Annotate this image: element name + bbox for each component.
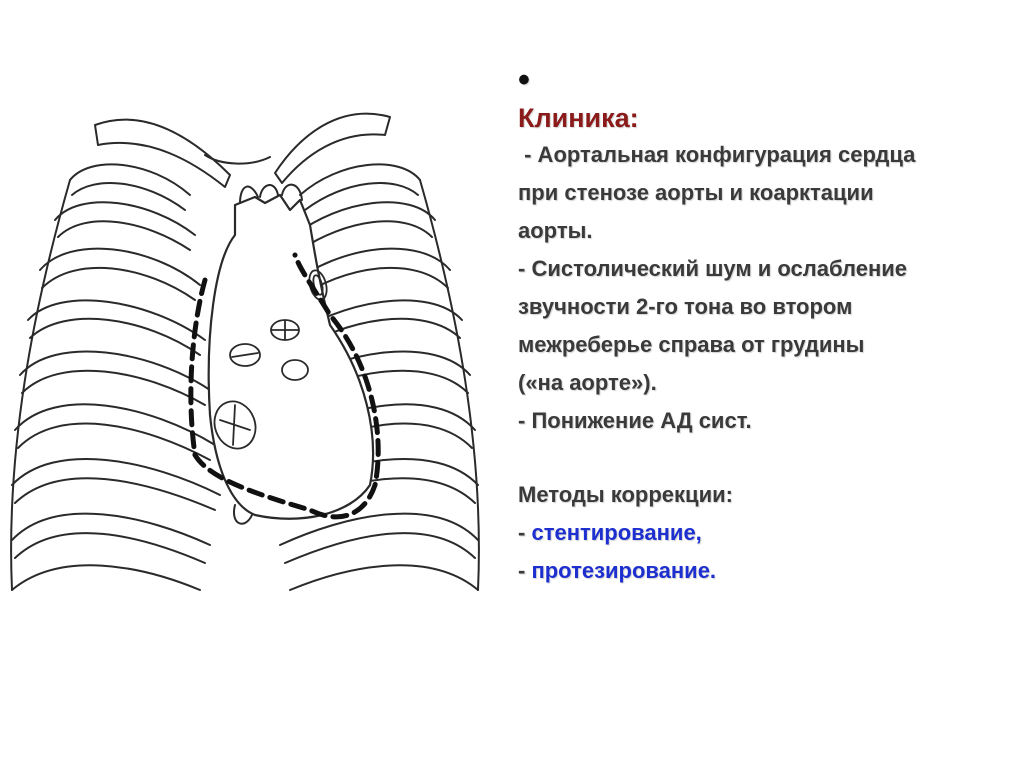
clinic-description xyxy=(518,136,1018,440)
spacer xyxy=(518,440,1018,476)
right-clavicle-shape xyxy=(275,114,390,183)
clinic-line-7: («на аорте»). xyxy=(518,370,657,395)
clinic-line-3: аорты. xyxy=(518,218,593,243)
chest-heart-illustration xyxy=(0,85,490,620)
clinic-line-2: при стенозе аорты и коарктации xyxy=(518,180,874,205)
method-item-stenting xyxy=(518,514,1018,552)
methods-title: Методы коррекции: xyxy=(518,482,733,507)
method-text: стентирование, xyxy=(531,520,702,545)
method-item-prosthetics xyxy=(518,552,1018,590)
clinic-line-5: звучности 2-го тона во втором xyxy=(518,294,853,319)
clinic-line-4: - Систолический шум и ослабление xyxy=(518,256,907,281)
method-text: протезирование. xyxy=(531,558,717,583)
bullet-point: • xyxy=(518,61,530,99)
method-dash: - xyxy=(518,520,532,545)
method-dash: - xyxy=(518,558,532,583)
clinic-line-6: межреберье справа от грудины xyxy=(518,332,865,357)
clinic-heading: Клиника: xyxy=(518,103,639,133)
clinic-line-8: - Понижение АД сист. xyxy=(518,408,752,433)
clinic-line-1: - Аортальная конфигурация сердца xyxy=(518,142,916,167)
slide-text xyxy=(518,62,1018,590)
